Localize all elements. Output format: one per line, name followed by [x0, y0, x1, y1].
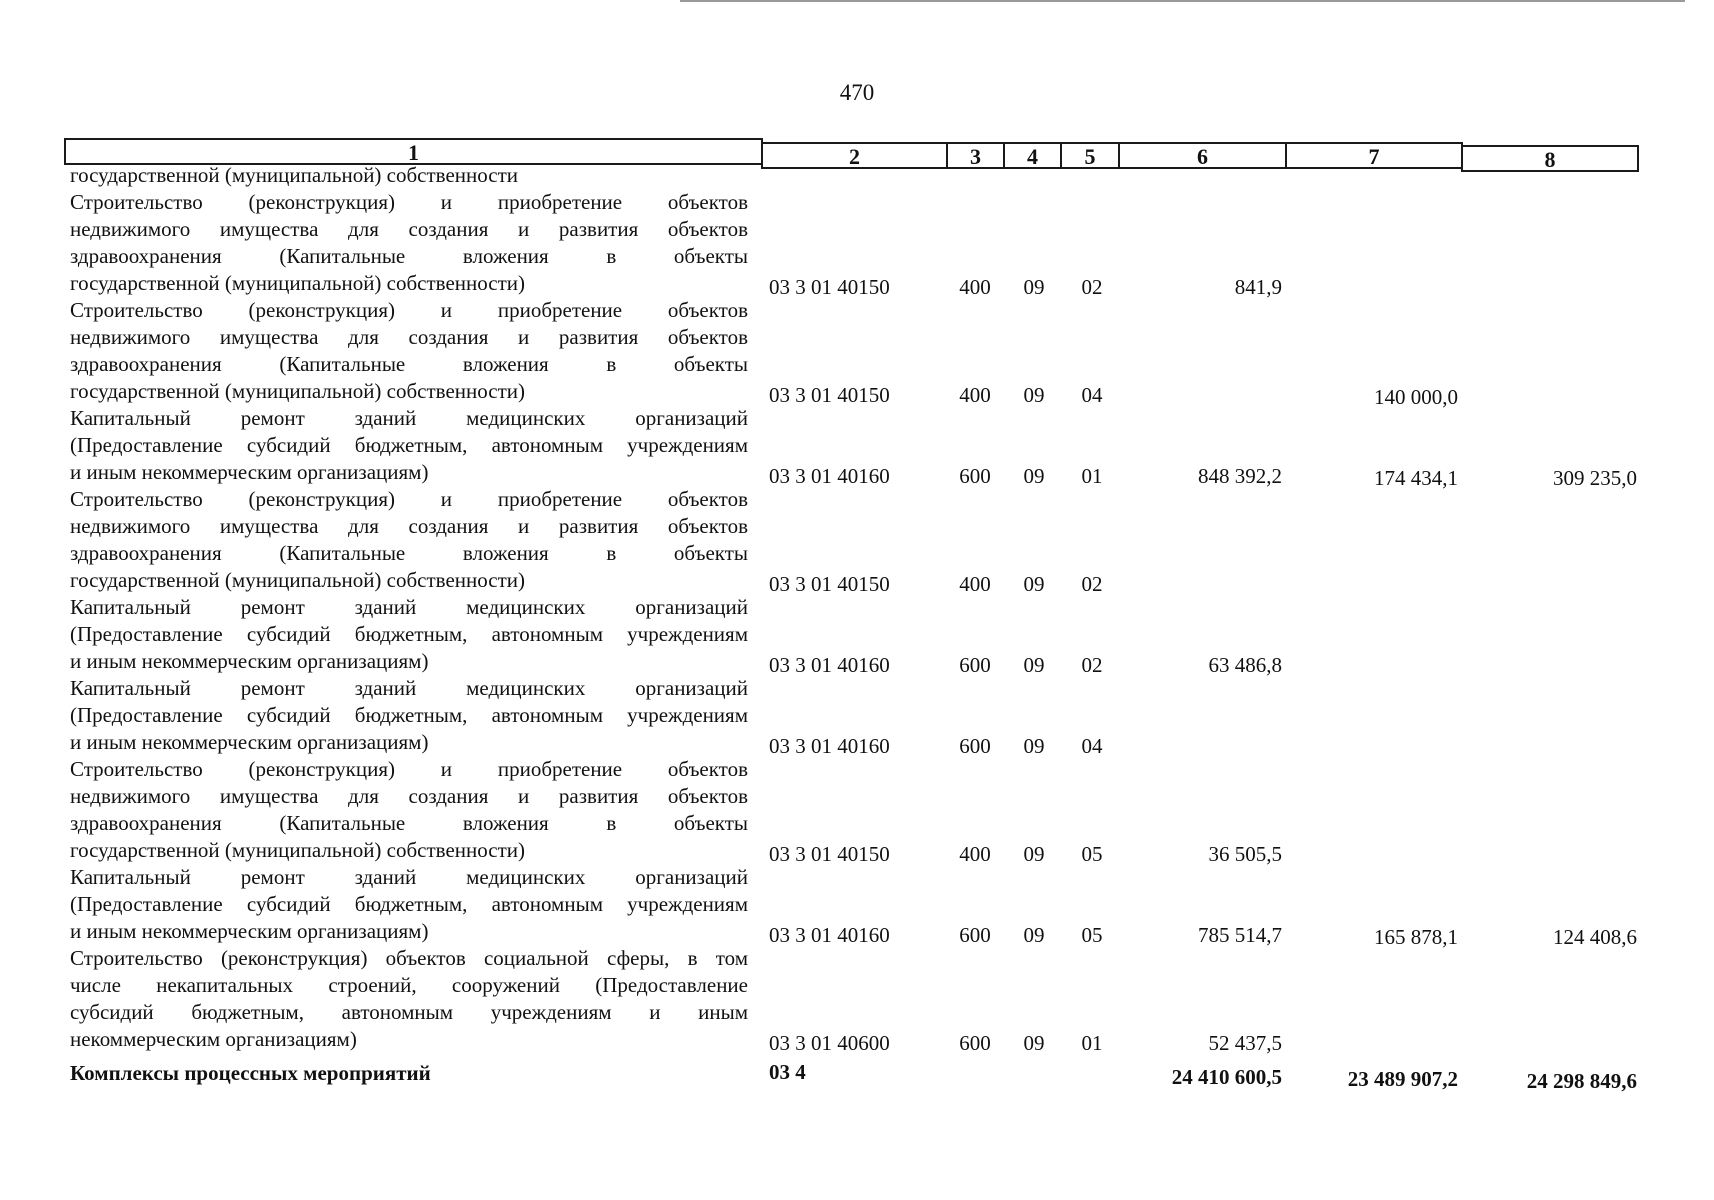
- page-number: 470: [839, 80, 875, 105]
- header-col-2: 2: [761, 142, 948, 169]
- row-description: [70, 486, 748, 594]
- description-line: и иным некоммерческим организациям): [70, 460, 429, 484]
- row-description: [70, 297, 748, 405]
- description-line: Капитальный ремонт зданий медицинских организаций: [70, 865, 748, 889]
- row-code: 03 3 01 40160: [769, 734, 890, 758]
- row-code: 03 3 01 40150: [769, 842, 890, 866]
- row-col4: 09: [1023, 383, 1045, 407]
- row-value-col6: 841,9: [1234, 275, 1282, 299]
- row-col5: 05: [1081, 842, 1103, 866]
- header-col-6: 6: [1118, 142, 1287, 169]
- row-col4: 09: [1023, 842, 1045, 866]
- description-line: Капитальный ремонт зданий медицинских организаций: [70, 595, 748, 619]
- row-code: 03 3 01 40160: [769, 923, 890, 947]
- description-line: Строительство (реконструкция) и приобретение объектов: [70, 298, 748, 322]
- row-col4: 09: [1023, 653, 1045, 677]
- row-col3: 600: [959, 923, 991, 947]
- description-line: Строительство (реконструкция) и приобретение объектов: [70, 487, 748, 511]
- row-col5: 05: [1081, 923, 1103, 947]
- row-col5: 01: [1081, 464, 1103, 488]
- row-col4: 09: [1023, 275, 1045, 299]
- row-col4: 09: [1023, 734, 1045, 758]
- row-col5: 01: [1081, 1031, 1103, 1055]
- row-col5: 04: [1081, 734, 1103, 758]
- row-col5: 02: [1081, 572, 1103, 596]
- header-col-7: 7: [1285, 142, 1463, 169]
- row-description: [70, 405, 748, 486]
- row-value-col6: 785 514,7: [1198, 923, 1282, 947]
- row-col5: 04: [1081, 383, 1103, 407]
- row-col4: 09: [1023, 572, 1045, 596]
- row-col3: 400: [959, 842, 991, 866]
- description-line: недвижимого имущества для создания и развития объектов: [70, 784, 748, 808]
- row-code: 03 3 01 40150: [769, 275, 890, 299]
- row-description: [70, 945, 748, 1053]
- description-line: недвижимого имущества для создания и развития объектов: [70, 514, 748, 538]
- row-value-col7: 140 000,0: [1374, 385, 1458, 409]
- description-line: недвижимого имущества для создания и развития объектов: [70, 325, 748, 349]
- description-line: здравоохранения (Капитальные вложения в объекты: [70, 244, 748, 268]
- row-col4: 09: [1023, 464, 1045, 488]
- row-description: [70, 189, 748, 297]
- description-line: (Предоставление субсидий бюджетным, автономным учреждениям: [70, 433, 748, 457]
- row-col3: 600: [959, 734, 991, 758]
- description-line: Капитальный ремонт зданий медицинских организаций: [70, 406, 748, 430]
- row-value-col8: 309 235,0: [1553, 466, 1637, 490]
- scan-edge-line: [680, 0, 1685, 2]
- description-line: Строительство (реконструкция) и приобретение объектов: [70, 190, 748, 214]
- row-col3: 400: [959, 275, 991, 299]
- total-value-col6: 24 410 600,5: [1171, 1065, 1282, 1089]
- row-value-col6: 63 486,8: [1208, 653, 1282, 677]
- row-description: [70, 864, 748, 945]
- description-line: государственной (муниципальной) собственности): [70, 568, 526, 592]
- intro-text-cell: [70, 162, 748, 189]
- description-line: и иным некоммерческим организациям): [70, 649, 429, 673]
- total-value-col7: 23 489 907,2: [1347, 1067, 1458, 1091]
- description-line: государственной (муниципальной) собственности): [70, 271, 526, 295]
- description-line: и иным некоммерческим организациям): [70, 919, 429, 943]
- row-col3: 600: [959, 464, 991, 488]
- header-col-5: 5: [1060, 142, 1120, 169]
- description-line: субсидий бюджетным, автономным учреждениям и иным: [70, 1000, 748, 1024]
- description-line: (Предоставление субсидий бюджетным, автономным учреждениям: [70, 703, 748, 727]
- description-line: Строительство (реконструкция) объектов социальной сферы, в том: [70, 946, 748, 970]
- row-description: [70, 675, 748, 756]
- row-code: 03 3 01 40160: [769, 653, 890, 677]
- header-col-4: 4: [1003, 142, 1062, 169]
- row-value-col7: 165 878,1: [1374, 925, 1458, 949]
- header-col-3: 3: [946, 142, 1005, 169]
- row-code: 03 3 01 40600: [769, 1031, 890, 1055]
- description-line: недвижимого имущества для создания и развития объектов: [70, 217, 748, 241]
- row-col4: 09: [1023, 1031, 1045, 1055]
- description-line: (Предоставление субсидий бюджетным, автономным учреждениям: [70, 622, 748, 646]
- description-line: Строительство (реконструкция) и приобретение объектов: [70, 757, 748, 781]
- row-code: 03 3 01 40150: [769, 383, 890, 407]
- description-line: числе некапитальных строений, сооружений (Предоставление: [70, 973, 748, 997]
- row-description: [70, 594, 748, 675]
- row-col3: 400: [959, 572, 991, 596]
- row-col3: 600: [959, 653, 991, 677]
- row-value-col7: 174 434,1: [1374, 466, 1458, 490]
- description-line: Капитальный ремонт зданий медицинских организаций: [70, 676, 748, 700]
- description-line: здравоохранения (Капитальные вложения в объекты: [70, 811, 748, 835]
- header-col-8: 8: [1461, 145, 1639, 172]
- row-code: 03 3 01 40150: [769, 572, 890, 596]
- intro-line: государственной (муниципальной) собственности: [70, 163, 519, 187]
- description-line: некоммерческим организациям): [70, 1027, 357, 1051]
- description-line: (Предоставление субсидий бюджетным, автономным учреждениям: [70, 892, 748, 916]
- row-value-col6: 36 505,5: [1208, 842, 1282, 866]
- total-label: Комплексы процессных мероприятий: [70, 1061, 431, 1085]
- row-col4: 09: [1023, 923, 1045, 947]
- row-description: [70, 756, 748, 864]
- row-col5: 02: [1081, 275, 1103, 299]
- description-line: здравоохранения (Капитальные вложения в объекты: [70, 352, 748, 376]
- total-value-col8: 24 298 849,6: [1526, 1069, 1637, 1093]
- description-line: и иным некоммерческим организациям): [70, 730, 429, 754]
- row-value-col6: 848 392,2: [1198, 464, 1282, 488]
- description-line: здравоохранения (Капитальные вложения в объекты: [70, 541, 748, 565]
- row-value-col6: 52 437,5: [1208, 1031, 1282, 1055]
- header-col-1: 1: [64, 138, 763, 165]
- row-value-col8: 124 408,6: [1553, 925, 1637, 949]
- row-col5: 02: [1081, 653, 1103, 677]
- total-code: 03 4: [769, 1060, 806, 1084]
- row-col3: 400: [959, 383, 991, 407]
- description-line: государственной (муниципальной) собственности): [70, 838, 526, 862]
- description-line: государственной (муниципальной) собственности): [70, 379, 526, 403]
- row-code: 03 3 01 40160: [769, 464, 890, 488]
- row-col3: 600: [959, 1031, 991, 1055]
